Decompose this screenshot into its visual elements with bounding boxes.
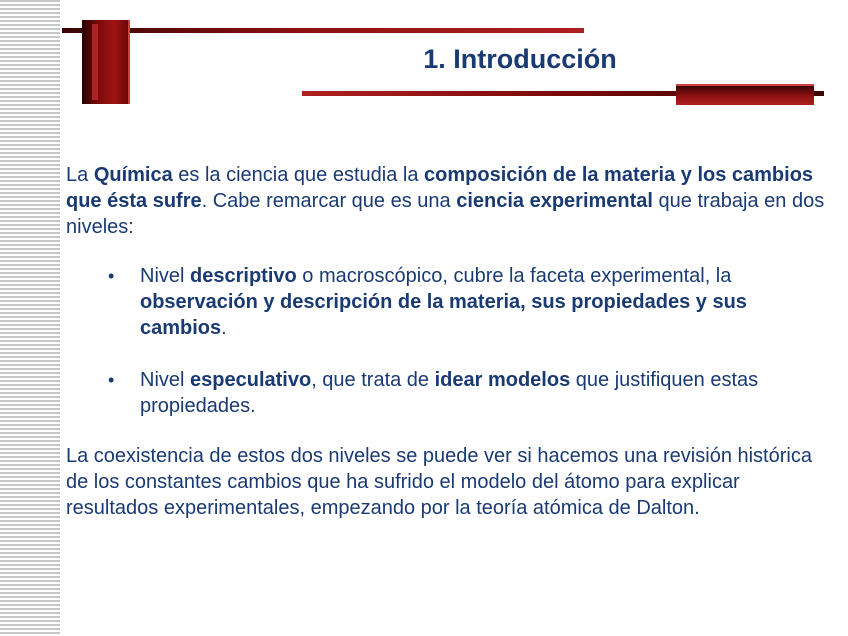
- bullet2-text-2: , que trata de: [311, 369, 435, 391]
- intro-text-2: es la ciencia que estudia la: [172, 164, 425, 186]
- intro-bold-ciencia-experimental: ciencia experimental: [456, 190, 653, 212]
- striped-sidebar-decoration: [0, 0, 60, 636]
- slide-title: 1. Introducción: [423, 44, 617, 74]
- levels-list: [66, 263, 831, 419]
- bullet1-text-3: .: [221, 317, 227, 339]
- bullet-icon: •: [108, 370, 115, 390]
- intro-bold-composicion: composición de la materia y los cambios que ésta sufre: [66, 164, 814, 212]
- bullet1-text-1: Nivel: [140, 265, 191, 287]
- intro-text-1: La: [66, 164, 94, 186]
- bullet2-text-3: que justifiquen estas propiedades.: [140, 369, 759, 417]
- slide-body: [66, 162, 831, 521]
- list-item-especulativo: [66, 367, 831, 419]
- list-item-descriptivo: [66, 263, 831, 341]
- top-decorative-bar: [62, 28, 584, 33]
- conclusion-paragraph: La coexistencia de estos dos niveles se puede ver si hacemos una revisión histórica de los constantes cambios que ha sufrido el modelo del átomo para explicar resultados experimentales, empezando por la teoría atómica de Dalton.: [66, 445, 812, 519]
- bullet2-bold-especulativo: especulativo: [190, 369, 312, 391]
- intro-text-3: . Cabe remarcar que es una: [201, 190, 457, 212]
- bullet1-text-2: o macroscópico, cubre la faceta experimental, la: [296, 265, 732, 287]
- bullet1-bold-descriptivo: descriptivo: [190, 265, 297, 287]
- right-decorative-block: [676, 84, 814, 105]
- intro-bold-quimica: Química: [93, 164, 173, 186]
- intro-text-4: que trabaja en dos niveles:: [66, 190, 825, 238]
- left-decorative-block: [82, 20, 130, 104]
- bullet-icon: •: [108, 266, 115, 286]
- bullet1-bold-observacion: observación y descripción de la materia, sus propiedades y sus cambios: [140, 291, 747, 339]
- bullet2-bold-idear-modelos: idear modelos: [434, 369, 571, 391]
- intro-paragraph: [66, 162, 831, 240]
- bullet2-text-1: Nivel: [140, 369, 191, 391]
